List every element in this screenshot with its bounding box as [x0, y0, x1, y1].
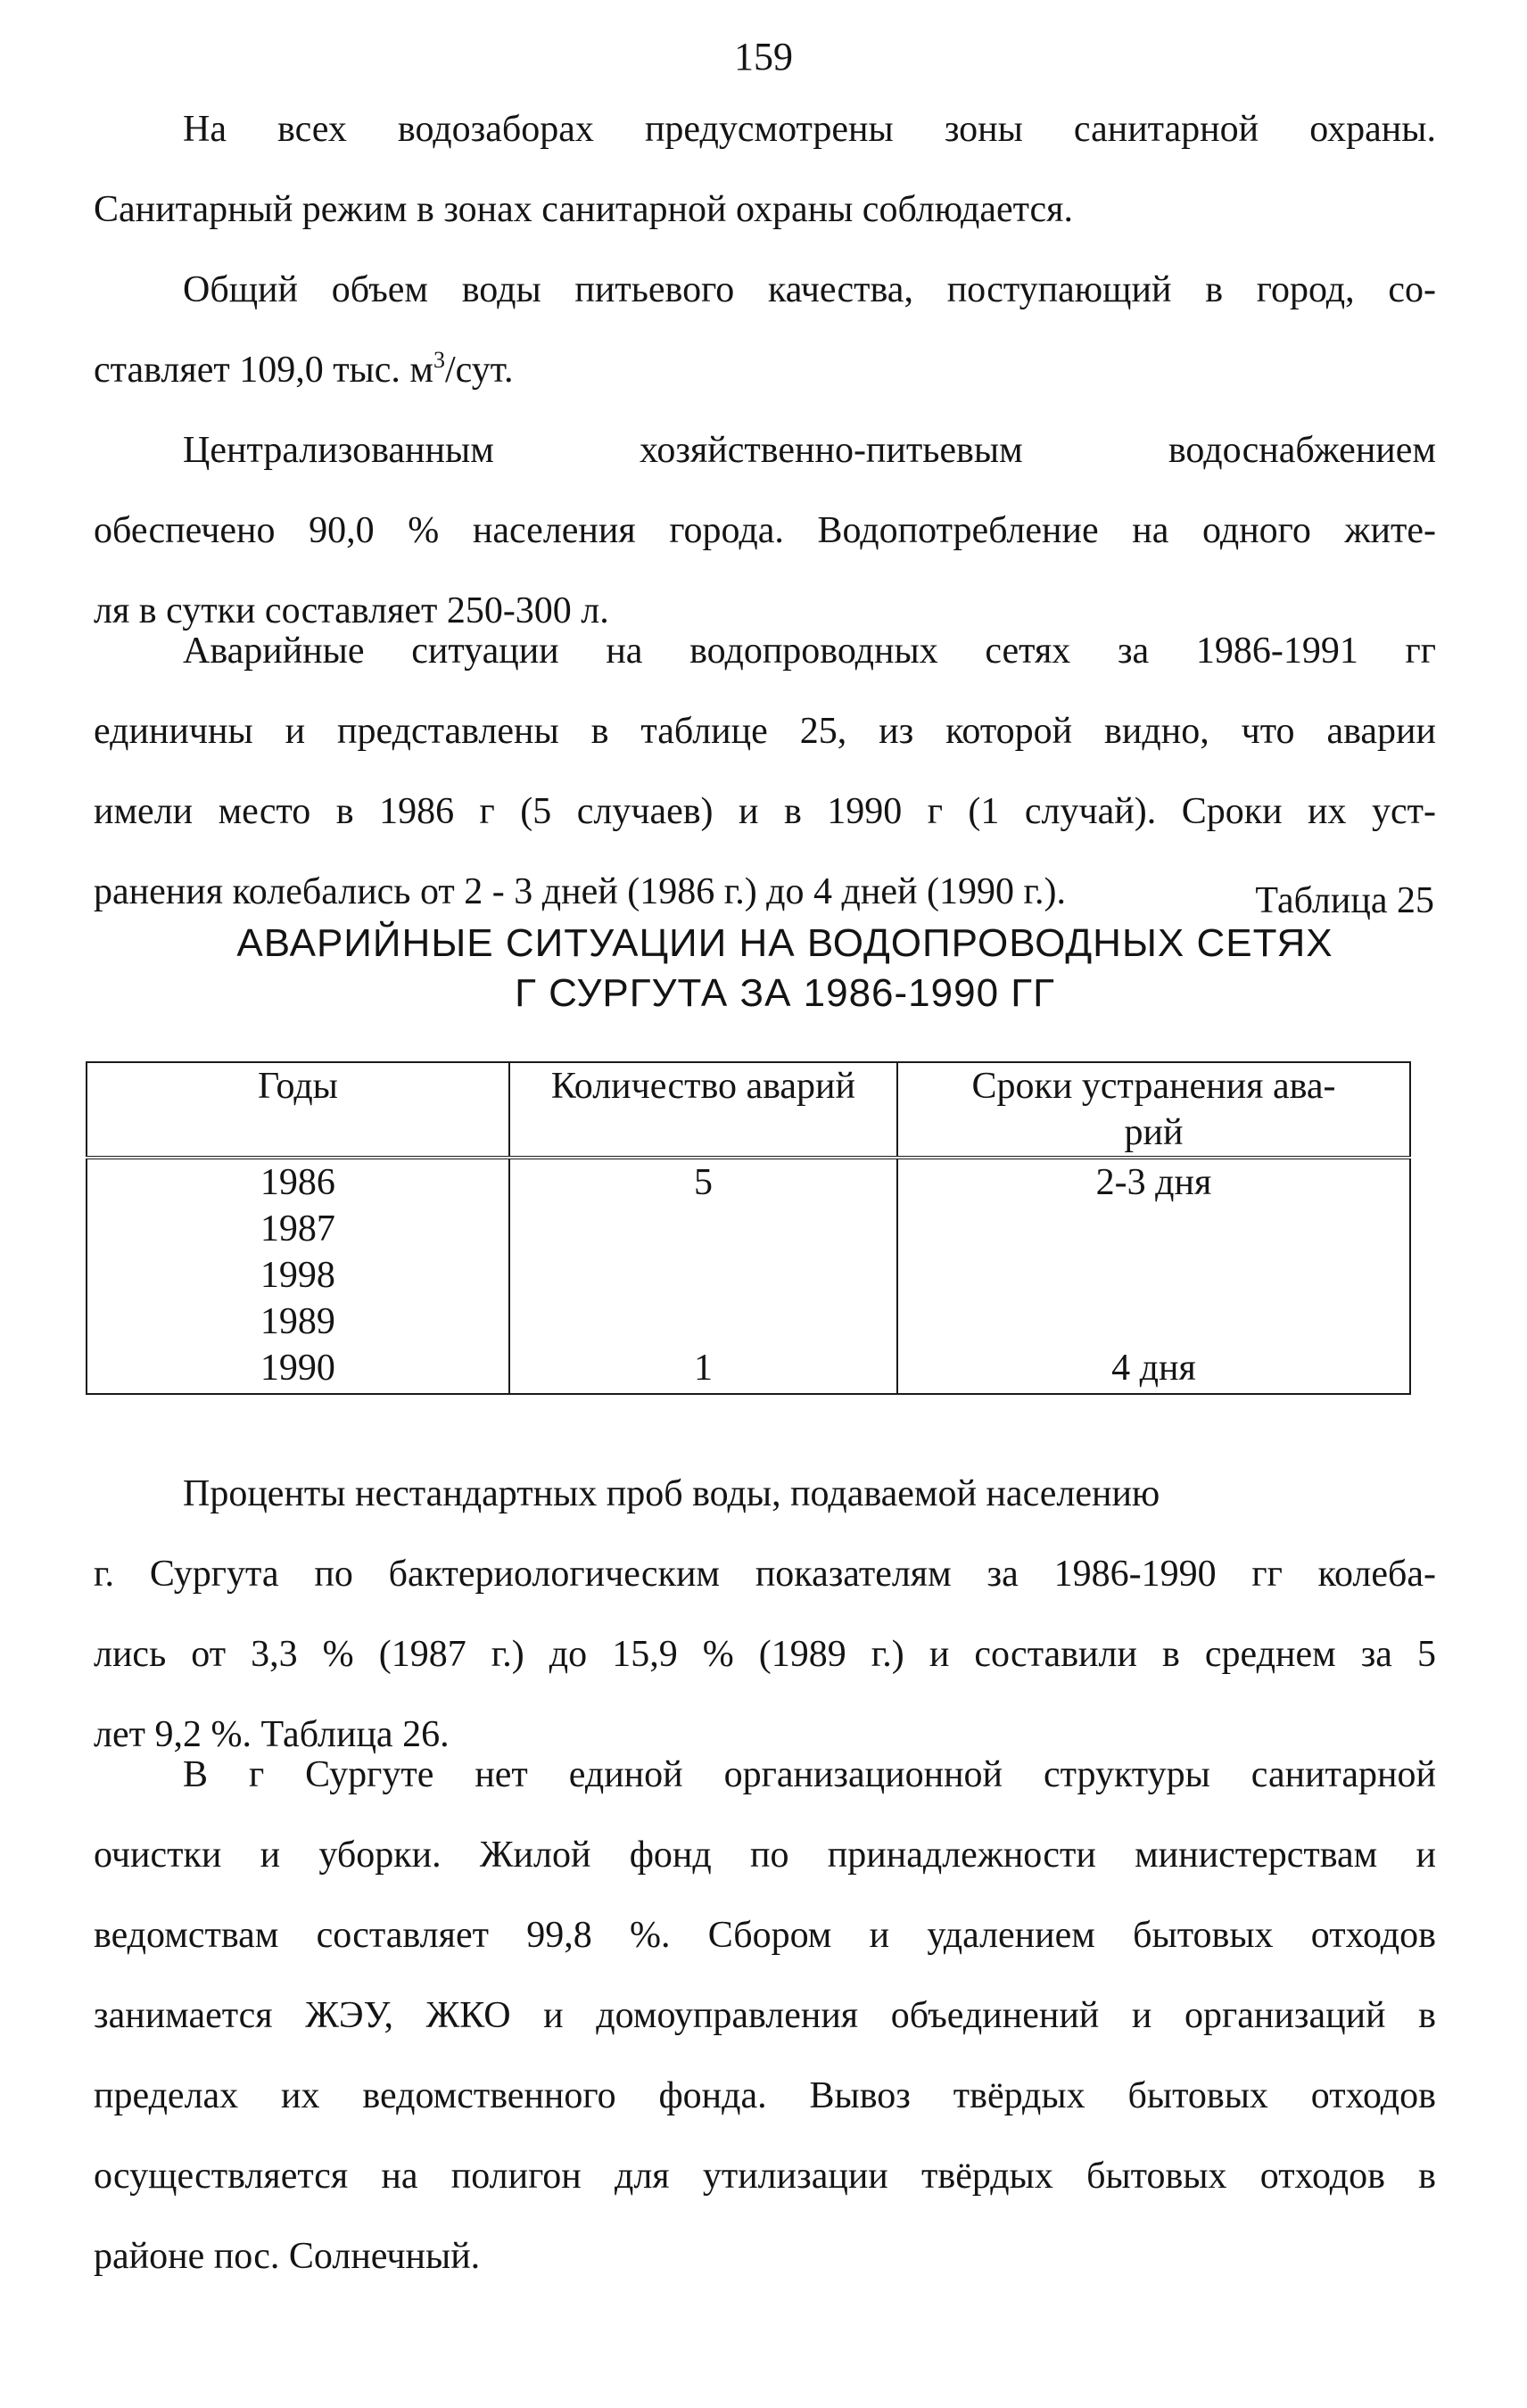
text-line: занимается ЖЭУ, ЖКО и домоуправления объединений и организаций в — [94, 1995, 1436, 2036]
count-value — [510, 1299, 896, 1345]
table-row — [87, 1158, 1410, 1394]
year-value: 1989 — [260, 1301, 335, 1342]
text-line: районе пос. Солнечный. — [94, 2236, 481, 2277]
count-cell — [509, 1158, 897, 1394]
year-value: 1998 — [260, 1255, 335, 1296]
text-line: лись от 3,3 % (1987 г.) до 15,9 % (1989 г.) и составили в среднем за 5 — [94, 1634, 1436, 1675]
emergency-table — [86, 1061, 1411, 1395]
terms-value — [898, 1252, 1409, 1299]
terms-value: 2-3 дня — [1095, 1162, 1212, 1203]
terms-cell — [897, 1158, 1410, 1394]
text-line: ля в сутки составляет 250-300 л. — [94, 590, 609, 631]
terms-value — [898, 1206, 1409, 1252]
text-line: Централизованным хозяйственно-питьевым водоснабжением — [183, 430, 1436, 471]
paragraph-sanitary-cleaning — [94, 1735, 1436, 2297]
paragraph-sanitary-zones — [94, 89, 1436, 250]
table-caption: Таблица 25 — [1255, 880, 1434, 921]
header-count: Количество аварий — [509, 1062, 897, 1158]
text-line: г. Сургута по бактериологическим показателям за 1986-1990 гг колеба- — [94, 1554, 1436, 1595]
header-years: Годы — [87, 1062, 509, 1158]
count-value — [510, 1206, 896, 1252]
text-line: Санитарный режим в зонах санитарной охраны соблюдается. — [94, 189, 1073, 230]
header-terms-line: рий — [1124, 1112, 1184, 1153]
text-line: пределах их ведомственного фонда. Вывоз твёрдых бытовых отходов — [94, 2075, 1436, 2116]
paragraph-water-volume — [94, 250, 1436, 410]
text-line: очистки и уборки. Жилой фонд по принадлежности министерствам и — [94, 1835, 1436, 1876]
text-fragment: /сут. — [445, 350, 514, 391]
year-value: 1990 — [260, 1348, 335, 1389]
years-cell — [87, 1158, 509, 1394]
text-line: имели место в 1986 г (5 случаев) и в 1990 г (1 случай). Сроки их уст- — [94, 791, 1436, 832]
year-value: 1986 — [260, 1162, 335, 1203]
text-line: На всех водозаборах предусмотрены зоны санитарной охраны. — [183, 109, 1436, 150]
superscript: 3 — [433, 347, 445, 373]
text-line: обеспечено 90,0 % населения города. Водопотребление на одного жите- — [94, 510, 1436, 551]
text-fragment: ставляет 109,0 тыс. м — [94, 350, 433, 391]
header-terms — [897, 1062, 1410, 1158]
table-header-row — [87, 1062, 1410, 1158]
text-line: ведомствам составляет 99,8 %. Сбором и удалением бытовых отходов — [94, 1915, 1436, 1956]
paragraph-emergencies — [94, 611, 1436, 932]
text-line: Проценты нестандартных проб воды, подаваемой населению — [183, 1473, 1160, 1514]
year-value: 1987 — [260, 1208, 335, 1249]
table-title-line: Г СУРГУТА ЗА 1986-1990 ГГ — [515, 971, 1055, 1015]
text-line: ранения колебались от 2 - 3 дней (1986 г.) до 4 дней (1990 г.). — [94, 871, 1066, 912]
table-title — [161, 919, 1409, 1018]
text-line: единичны и представлены в таблице 25, из которой видно, что аварии — [94, 711, 1436, 752]
text-line: Аварийные ситуации на водопроводных сетях за 1986-1991 гг — [183, 631, 1436, 672]
terms-value: 4 дня — [1111, 1348, 1196, 1389]
paragraph-water-samples — [94, 1454, 1436, 1775]
text-line: лет 9,2 %. Таблица 26. — [94, 1714, 450, 1755]
header-terms-line: Сроки устранения ава- — [971, 1066, 1336, 1107]
text-line: В г Сургуте нет единой организационной структуры санитарной — [183, 1754, 1436, 1795]
count-value: 5 — [693, 1162, 713, 1203]
count-value: 1 — [693, 1348, 713, 1389]
text-line: Общий объем воды питьевого качества, поступающий в город, со- — [183, 269, 1436, 310]
terms-value — [898, 1299, 1409, 1345]
text-line: осуществляется на полигон для утилизации твёрдых бытовых отходов в — [94, 2156, 1436, 2197]
count-value — [510, 1252, 896, 1299]
table-title-line: АВАРИЙНЫЕ СИТУАЦИИ НА ВОДОПРОВОДНЫХ СЕТЯХ — [236, 921, 1333, 965]
text-line — [94, 330, 1436, 410]
page-number: 159 — [734, 35, 793, 78]
